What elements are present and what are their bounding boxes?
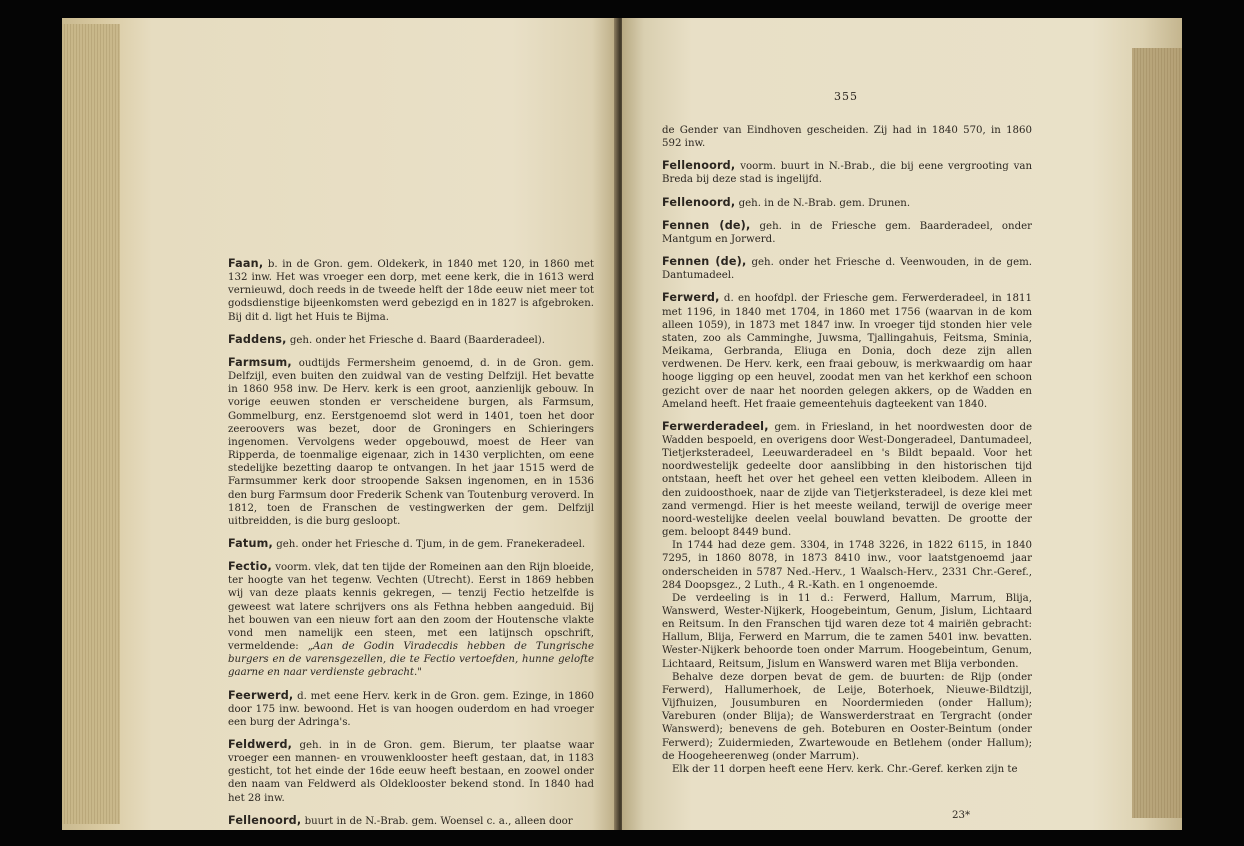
headword: Faddens,: [228, 332, 287, 346]
entry-body: geh. onder het Friesche d. Baard (Baarderadeel).: [286, 334, 545, 346]
headword: Farmsum,: [228, 355, 292, 369]
entry-fennen-1: [662, 219, 1032, 246]
headword: Fennen (de),: [662, 218, 751, 232]
headword: Faan,: [228, 257, 264, 270]
left-page-text: [228, 257, 594, 830]
entry-body: voorm. buurt in N.-Brab., die bij eene vergrooting van Breda bij deze stad is ingelijfd.: [662, 161, 1032, 186]
entry-body: d. en hoofdpl. der Friesche gem. Ferwerderadeel, in 1811 met 1196, in 1840 met 1704, in 1860 met 1756 (waarvan in de kom alleen 1059), in 1873 met 1847 inw. In vroeger tijd stonden hier vele staten, zoo als Camminghe, Juwsma, Tjallingahuis, Feitsma, Sminia, Meikama, Gerbranda, Eliuga en Donia, doch deze zijn allen verdwenen. De Herv. kerk, een fraai gebouw, is merkwaardig om haar hooge ligging op een heuvel, zoodat men van het kerkhof een schoon gezicht over de naar het noorden gelegen akkers, op de Wadden en Ameland heeft. Het fraaie gemeentehuis dagteekent van 1840.: [662, 293, 1032, 410]
entry-body: gem. in Friesland, in het noordwesten door de Wadden bespoeld, en overigens door West-Dongeradeel, Dantumadeel, Tietjerksteradeel, Leeuwarderadeel en 's Bildt bepaald. Voor het noordwestelijk gedeelte door aanslibbing in den historischen tijd ontstaan, heeft het over het geheel een vetten kleibodem. Alleen in den zuidoosthoek, naar de zijde van Tietjerksteradeel, is deze klei met zand vermengd. Hier is het meeste weiland, terwijl de overige meer noord-westelijke deelen veelal bouwland bevatten. De grootte der gem. beloopt 8449 bund.: [662, 421, 1032, 539]
right-page-text: [662, 124, 1032, 776]
entry-feldwerd: [228, 738, 594, 805]
entry-body: voorm. vlek, dat ten tijde der Romeinen aan den Rijn bloeide, ter hoogte van het tegenw. Vechten (Utrecht). Eerst in 1869 hebben wij van deze plaats kennis gekregen, — tenzij Fectio hetzelfde is geweest wat latere schrijvers ons als Fethna hebben aangeduid. Bij het bouwen van een nieuw fort aan den zoom der Houtensche vlakte vond men namelijk een steen, met een latijnsch opschrift, vermeldende:: [228, 562, 594, 653]
left-page: [62, 18, 618, 830]
entry-body: geh. onder het Friesche d. Tjum, in de gem. Franekeradeel.: [272, 538, 586, 550]
headword: Fellenoord,: [662, 159, 736, 173]
entry-ferwerderadeel: [662, 420, 1032, 539]
entry-body: geh. onder het Friesche d. Veenwouden, in de gem. Dantumadeel.: [662, 257, 1032, 282]
headword: Fellenoord,: [228, 813, 302, 827]
entry-farmsum: [228, 356, 594, 528]
entry-body: geh. in in de Gron. gem. Bierum, ter plaatse waar vroeger een mannen- en vrouwenklooster heeft gestaan, dat, in 1183 gesticht, tot het einde der 16de eeuw heeft bestaan, en zoowel onder den naam van Feldwerd als Oldeklooster bekend stond. In 1840 had het 28 inw.: [228, 740, 594, 804]
entry-body: d. met eene Herv. kerk in de Gron. gem. Ezinge, in 1860 door 175 inw. bewoond. Het is van hoogen ouderdom en had vroeger een burg der Adringa's.: [228, 690, 594, 728]
headword: Feerwerd,: [228, 688, 294, 702]
entry-fellenoord-2: [662, 159, 1032, 186]
entry-body: b. in de Gron. gem. Oldekerk, in 1840 met 120, in 1860 met 132 inw. Het was vroeger een dorp, met eene kerk, die in 1613 werd vernieuwd, doch reeds in de tweede helft der 18de eeuw niet meer tot godsdienstige bijeenkomsten werd gebezigd en in 1827 is afgebroken. Bij dit d. ligt het Huis te Bijma.: [228, 259, 594, 323]
page-edges-left: [62, 24, 120, 824]
paragraph-churches: Elk der 11 dorpen heeft eene Herv. kerk. Chr.-Geref. kerken zijn te: [672, 763, 1018, 775]
entry-feerwerd: [228, 689, 594, 729]
paragraph-population: In 1744 had deze gem. 3304, in 1748 3226, in 1822 6115, in 1840 7295, in 1860 8078, in 1873 8410 inw., voor laatstgenoemd jaar onderscheiden in 5787 Ned.-Herv., 1 Waalsch-Herv., 2331 Chr.-Geref., 284 Doopsgez., 2 Luth., 4 R.-Kath. en 1 ongenoemde.: [662, 540, 1032, 591]
page-edges-right: [1132, 48, 1182, 818]
entry-body: oudtijds Fermersheim genoemd, d. in de Gron. gem. Delfzijl, even buiten den zuidwal van de vesting Delfzijl. Het bevatte in 1860 958 inw. De Herv. kerk is een groot, aanzienlijk gebouw. In vorige eeuwen stonden er verscheidene burgen, als Farmsum, Gommelburg, enz. Eerstgenoemd slot werd in 1401, toen het door zeeroovers was bezet, door de Groningers en Schieringers ingenomen. Vervolgens weder opgebouwd, moest de Heer van Ripperda, de toenmalige eigenaar, zich in 1430 verplichten, om eene stedelijke bezetting daarop te ontvangen. In het jaar 1515 werd de Farmsummer kerk door stroopende Saksen ingenomen, en in 1536 den burg Farmsum door Frederik Schenk van Toutenburg veroverd. In 1812, toen de Franschen de vestingwerken der gem. Delfzijl uitbreidden, is die burg gesloopt.: [228, 357, 594, 527]
entry-faddens: [228, 333, 594, 347]
headword: Fectio,: [228, 560, 272, 574]
right-page: [622, 18, 1182, 830]
headword: Fellenoord,: [662, 195, 736, 209]
entry-fennen-2: [662, 255, 1032, 282]
headword: Ferwerderadeel,: [662, 419, 769, 433]
entry-body: geh. in de N.-Brab. gem. Drunen.: [735, 197, 911, 209]
entry-faan: [228, 257, 594, 324]
entry-fellenoord-3: [662, 196, 1032, 210]
entry-fatum: [228, 537, 594, 551]
headword: Fennen (de),: [662, 255, 747, 269]
inscription-quote: „Aan de Godin Viradecdis hebben de Tungrische burgers en de varensgezellen, die te Fectio vertoefden, hunne gelofte gaarne en naar verdienste gebracht.": [228, 641, 594, 679]
entry-fectio: [228, 560, 594, 679]
paragraph-division: De verdeeling is in 11 d.: Ferwerd, Hallum, Marrum, Blija, Wanswerd, Wester-Nijkerk, Hoogebeintum, Genum, Jislum, Lichtaard en Reitsum. In den Franschen tijd waren deze tot 4 mairiën gebracht: Hallum, Blija, Ferwerd en Marrum, die te zamen 5401 inw. bevatten. Wester-Nijkerk behoorde toen onder Marrum. Hoogebeintum, Genum, Lichtaard, Reitsum, Jislum en Wanswerd waren met Blija verbonden.: [662, 592, 1032, 670]
headword: Fatum,: [228, 536, 273, 550]
headword: Ferwerd,: [662, 291, 720, 305]
entry-body: geh. in de Friesche gem. Baarderadeel, onder Mantgum en Jorwerd.: [662, 220, 1032, 245]
signature-mark: 23*: [952, 810, 971, 821]
open-book: [62, 18, 1182, 830]
entry-fellenoord: [228, 814, 594, 828]
paragraph-hamlets: Behalve deze dorpen bevat de gem. de buurten: de Rijp (onder Ferwerd), Hallumerhoek, de Leije, Boterhoek, Nieuwe-Bildtzijl, Vijfhuizen, Jousumburen en Noordermieden (onder Hallum); Vareburen (onder Blija); de Wanswerderstraat en Tergracht (onder Wanswerd); benevens de geh. Boteburen en Ooster-Beintum (onder Ferwerd); Zuidermieden, Zwartewoude en Betlehem (onder Hallum); de Hoogeheerenweg (onder Marrum).: [662, 671, 1032, 762]
lead-text: de Gender van Eindhoven gescheiden. Zij had in 1840 570, in 1860 592 inw.: [662, 125, 1032, 150]
entry-ferwerd: [662, 291, 1032, 410]
entry-body: buurt in de N.-Brab. gem. Woensel c. a., alleen door: [301, 815, 573, 827]
page-number: 355: [834, 90, 858, 103]
headword: Feldwerd,: [228, 738, 293, 751]
